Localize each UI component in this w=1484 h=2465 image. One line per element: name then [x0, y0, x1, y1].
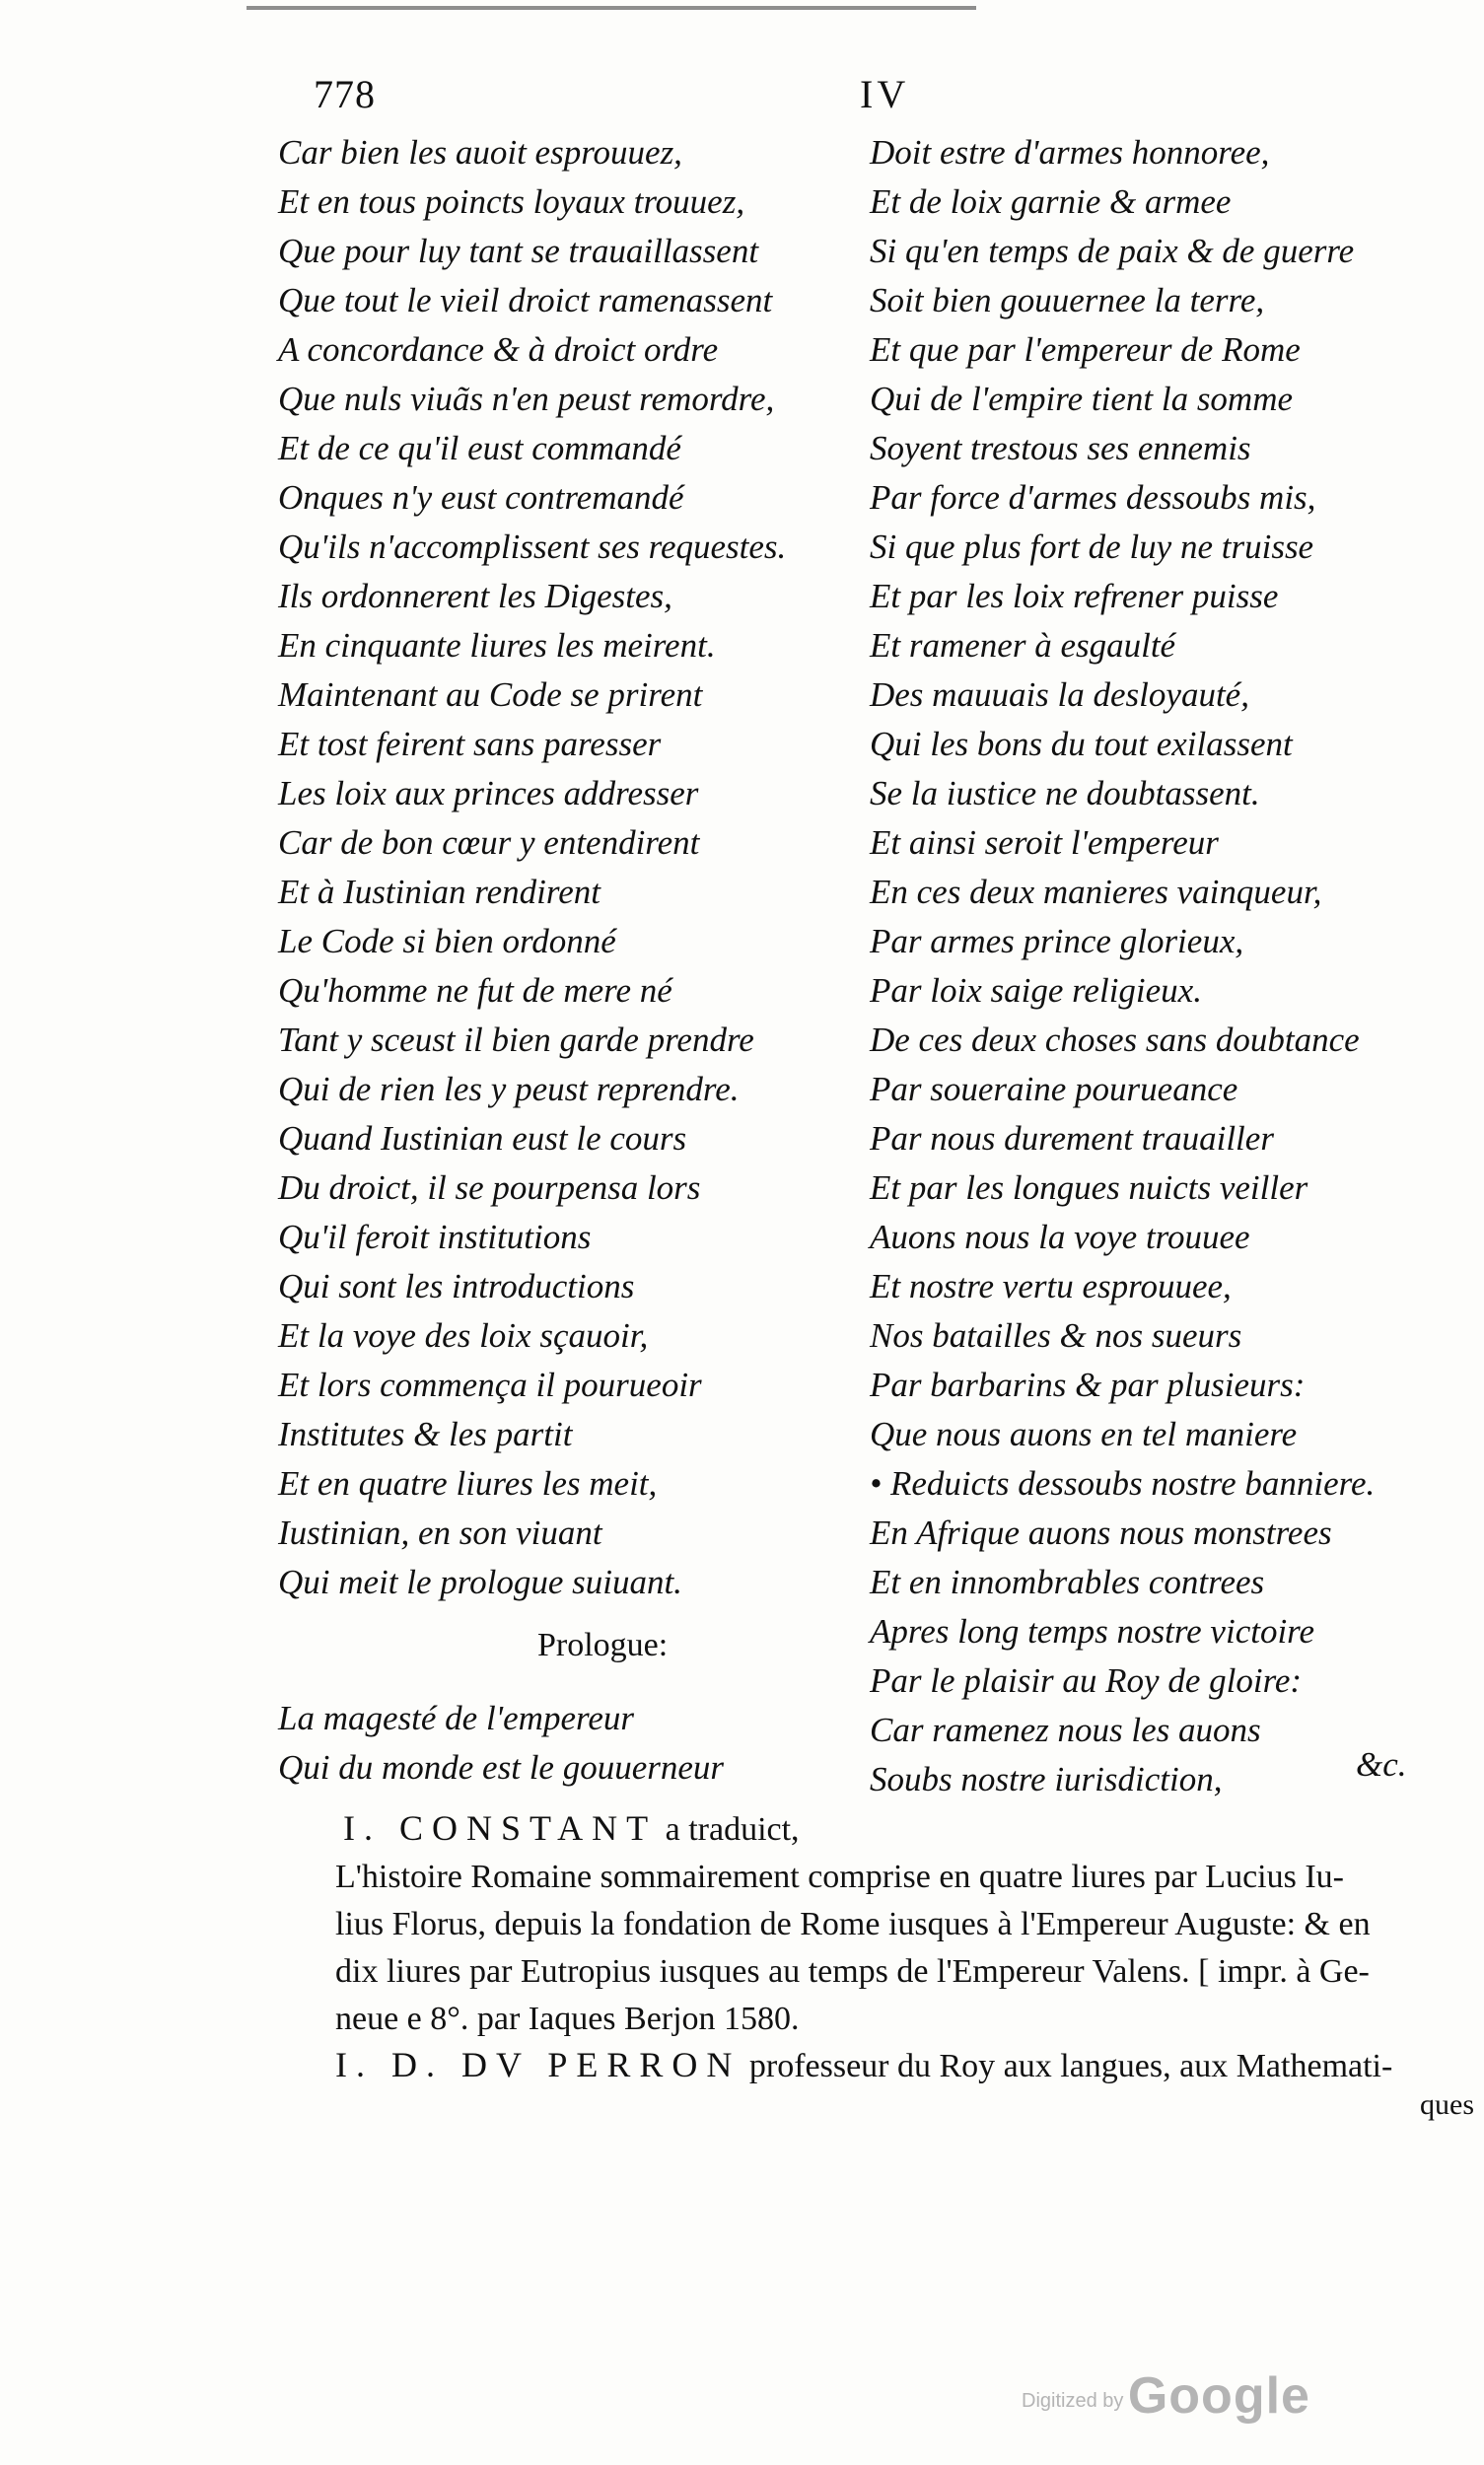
verse-line: A concordance & à droict ordre [278, 330, 719, 369]
poem-right-column [870, 128, 1375, 1804]
verse-line: Soubs nostre iurisdiction, [870, 1760, 1223, 1798]
entry-intro: professeur du Roy aux langues, aux Mathemati- [741, 2048, 1393, 2084]
verse-line: En Afrique auons nous monstrees [870, 1514, 1332, 1552]
verse-line: Les loix aux princes addresser [278, 774, 699, 812]
verse-line: De ces deux choses sans doubtance [870, 1021, 1360, 1059]
verse-line: Et ainsi seroit l'empereur [870, 823, 1219, 862]
prologue-heading: Prologue: [537, 1627, 669, 1663]
verse-line: Et tost feirent sans paresser [278, 725, 662, 763]
top-border-rule [247, 6, 976, 10]
verse-line: Car de bon cœur y entendirent [278, 823, 700, 862]
poem-left-column [278, 128, 786, 1607]
verse-line: Et ramener à esgaulté [870, 626, 1176, 665]
verse-line: Et en innombrables contrees [870, 1563, 1265, 1601]
verse-line: La magesté de l'empereur [278, 1699, 634, 1737]
verse-line: Ils ordonnerent les Digestes, [278, 577, 672, 615]
verse-line: Se la iustice ne doubtassent. [870, 774, 1260, 812]
verse-line: Qui de l'empire tient la somme [870, 380, 1294, 418]
entry-heading-line [335, 2041, 1469, 2090]
entry-heading-line [335, 1804, 1469, 1854]
verse-line: Onques n'y eust contremandé [278, 478, 684, 517]
verse-line: Et de loix garnie & armee [870, 182, 1232, 221]
page-number: 778 [314, 72, 376, 116]
verse-line: Nos batailles & nos sueurs [870, 1316, 1242, 1355]
verse-line: Du droict, il se pourpensa lors [278, 1168, 701, 1207]
verse-line: Que pour luy tant se trauaillassent [278, 232, 759, 270]
entry-text-line: lius Florus, depuis la fondation de Rome iusques à l'Empereur Auguste: & en [335, 1906, 1371, 1942]
verse-line: Par le plaisir au Roy de gloire: [870, 1661, 1303, 1700]
verse-line: Par soueraine pourueance [870, 1070, 1238, 1108]
verse-line: Qu'il feroit institutions [278, 1218, 592, 1256]
verse-line: Que nuls viuãs n'en peust remordre, [278, 380, 775, 418]
entry-intro: a traduict, [657, 1811, 800, 1848]
verse-line: Par nous durement trauailler [870, 1119, 1274, 1158]
verse-line: Et par les longues nuicts veiller [870, 1168, 1308, 1207]
verse-line: Iustinian, en son viuant [278, 1514, 602, 1552]
verse-line: Par force d'armes dessoubs mis, [870, 478, 1316, 517]
verse-line: Et lors commença il pourueoir [278, 1366, 702, 1404]
prologue-left-column [278, 1694, 724, 1793]
verse-line: Et que par l'empereur de Rome [870, 330, 1301, 369]
verse-line: Et en tous poincts loyaux trouuez, [278, 182, 745, 221]
verse-line: Soit bien gouuernee la terre, [870, 281, 1265, 319]
verse-line: Par loix saige religieux. [870, 971, 1202, 1010]
verse-line: Si que plus fort de luy ne truisse [870, 528, 1314, 566]
author-name: I. D. DV PERRON [335, 2045, 742, 2084]
verse-line: Car ramenez nous les auons [870, 1711, 1261, 1749]
verse-line: Soyent trestous ses ennemis [870, 429, 1251, 467]
verse-line: Que nous auons en tel maniere [870, 1415, 1298, 1453]
verse-line: Par barbarins & par plusieurs: [870, 1366, 1306, 1404]
verse-line: Qu'homme ne fut de mere né [278, 971, 672, 1010]
etc-mark: &c. [1356, 1745, 1407, 1784]
verse-line: Qui du monde est le gouuerneur [278, 1748, 725, 1787]
verse-line: Et à Iustinian rendirent [278, 873, 601, 911]
entry-text-line: dix liures par Eutropius iusques au temps de l'Empereur Valens. [ impr. à Ge- [335, 1953, 1370, 1990]
verse-line: Apres long temps nostre victoire [870, 1612, 1315, 1651]
verse-line: Et nostre vertu esprouuee, [870, 1267, 1232, 1305]
verse-line: Car bien les auoit esprouuez, [278, 133, 682, 172]
verse-line: Qu'ils n'accomplissent ses requestes. [278, 528, 787, 566]
verse-line: En cinquante liures les meirent. [278, 626, 716, 665]
bibliography-entry-constant [335, 1804, 1469, 2043]
verse-line: Tant y sceust il bien garde prendre [278, 1021, 754, 1059]
verse-line: Institutes & les partit [278, 1415, 573, 1453]
catchword: ques [1420, 2088, 1474, 2121]
bibliography-entry-du-perron [335, 2041, 1469, 2090]
verse-line: Des mauuais la desloyauté, [870, 675, 1249, 714]
verse-line: Maintenant au Code se prirent [278, 675, 703, 714]
running-head: IV [860, 72, 910, 116]
verse-line: Qui meit le prologue suiuant. [278, 1563, 682, 1601]
verse-line: Qui sont les introductions [278, 1267, 635, 1305]
verse-line: Qui les bons du tout exilassent [870, 725, 1293, 763]
digitized-by-google-watermark [1022, 2366, 1310, 2426]
verse-line: Si qu'en temps de paix & de guerre [870, 232, 1355, 270]
verse-line: Auons nous la voye trouuee [870, 1218, 1250, 1256]
entry-text-line: L'histoire Romaine sommairement comprise en quatre liures par Lucius Iu- [335, 1859, 1344, 1895]
verse-line: Doit estre d'armes honnoree, [870, 133, 1270, 172]
author-name: I. CONSTANT [343, 1808, 658, 1848]
verse-line: Par armes prince glorieux, [870, 922, 1244, 960]
watermark-prefix: Digitized by [1022, 2390, 1124, 2412]
verse-line: Et de ce qu'il eust commandé [278, 429, 681, 467]
verse-line: • Reduicts dessoubs nostre banniere. [870, 1464, 1376, 1503]
google-logo-text: Google [1127, 2367, 1310, 2425]
verse-line: Quand Iustinian eust le cours [278, 1119, 687, 1158]
verse-line: En ces deux manieres vainqueur, [870, 873, 1322, 911]
verse-line: Qui de rien les y peust reprendre. [278, 1070, 740, 1108]
verse-line: Et la voye des loix sçauoir, [278, 1316, 649, 1355]
verse-line: Et par les loix refrener puisse [870, 577, 1279, 615]
verse-line: Que tout le vieil droict ramenassent [278, 281, 773, 319]
entry-text-line: neue e 8°. par Iaques Berjon 1580. [335, 2001, 800, 2037]
verse-line: Le Code si bien ordonné [278, 922, 616, 960]
verse-line: Et en quatre liures les meit, [278, 1464, 658, 1503]
